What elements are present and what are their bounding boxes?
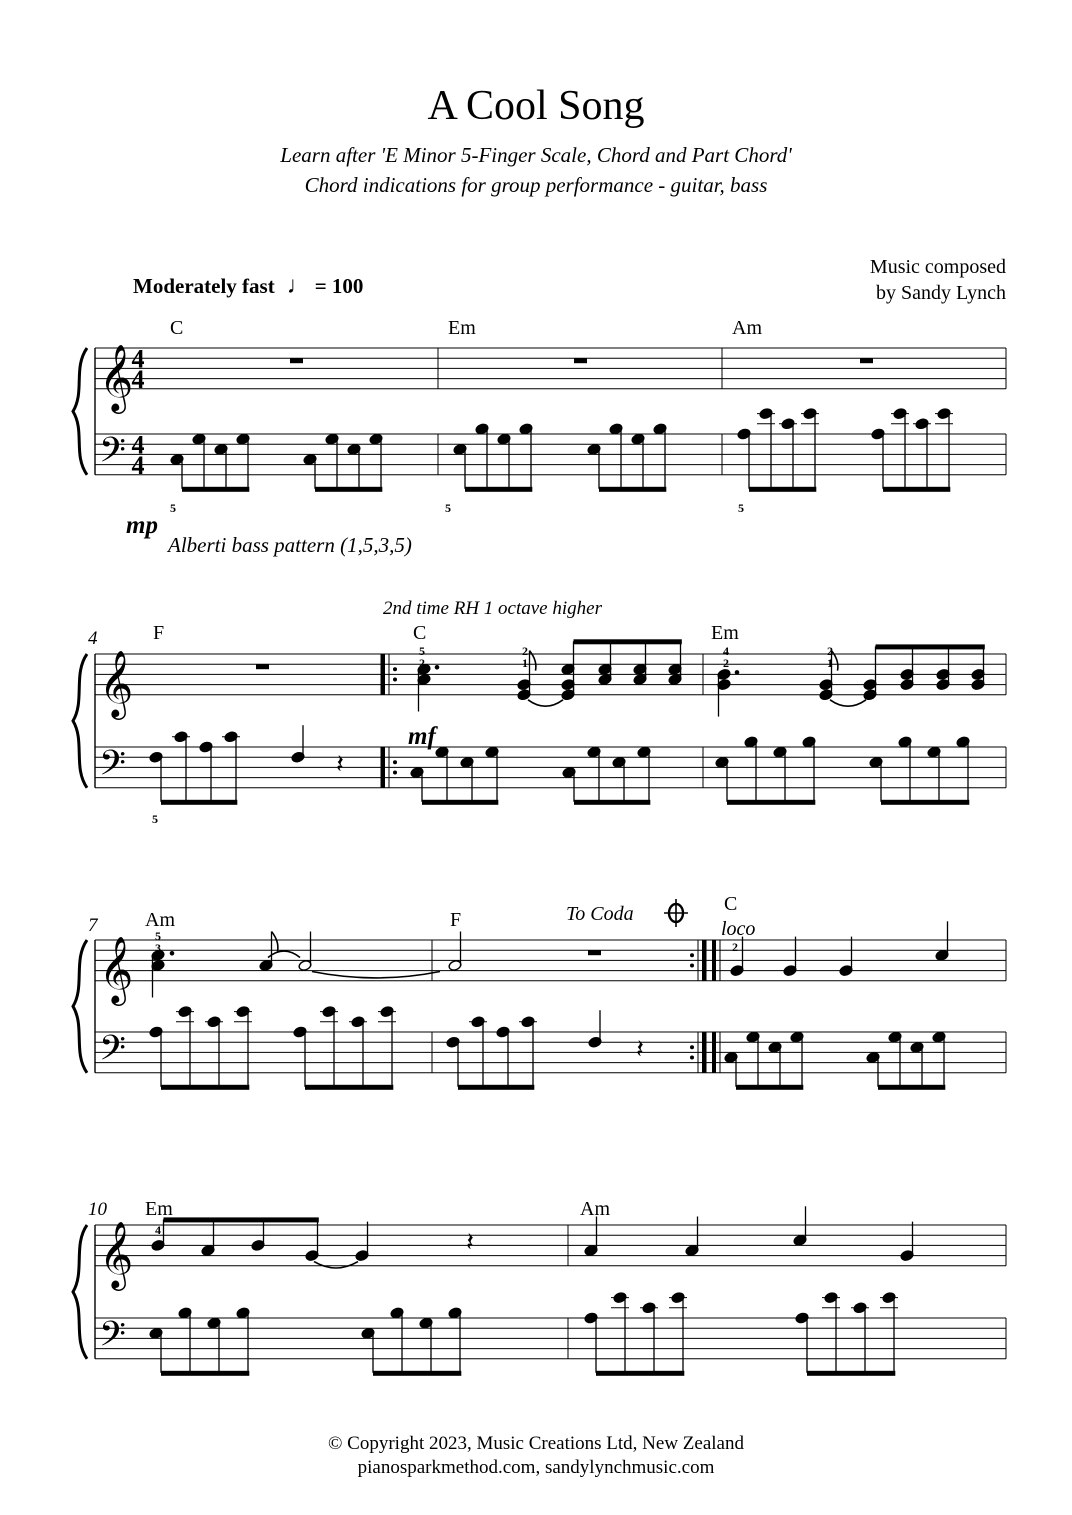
quarter-rest: 𝄽 (336, 749, 344, 779)
measure-number: 7 (88, 915, 98, 936)
chord-symbol-am: Am (145, 909, 175, 931)
tempo-text: Moderately fast (133, 274, 275, 298)
time-signature-top: 4 (131, 344, 145, 374)
quarter-rest: 𝄽 (636, 1034, 644, 1064)
repeat-dot (393, 678, 397, 682)
subtitle-learn-after: Learn after 'E Minor 5-Finger Scale, Chord and Part Chord' (280, 143, 792, 167)
whole-rest (256, 664, 269, 669)
beam (736, 1085, 803, 1090)
fingering: 5 (738, 501, 744, 515)
fingering: 2 (522, 644, 528, 658)
brace (73, 348, 87, 475)
tie (830, 700, 866, 706)
brace (73, 654, 87, 788)
bass-clef-icon: 𝄢 (99, 1030, 127, 1077)
chord-symbol-am: Am (732, 317, 762, 339)
chord-symbol-f: F (153, 622, 165, 644)
alberti-annotation: Alberti bass pattern (1,5,3,5) (168, 533, 412, 557)
fingering: 2 (732, 940, 738, 954)
tie (314, 1262, 358, 1268)
brace (73, 1225, 87, 1359)
repeat-dot (393, 771, 397, 775)
beam (807, 1371, 895, 1376)
brace (73, 940, 87, 1073)
dynamic-mf: mf (408, 723, 436, 750)
treble-clef-icon: 𝄞 (99, 1221, 134, 1287)
tie (528, 700, 563, 706)
chord-symbol-em: Em (145, 1198, 173, 1220)
treble-clef-icon: 𝄞 (99, 650, 134, 716)
beam (599, 487, 666, 492)
copyright-line: © Copyright 2023, Music Creations Ltd, New Zealand (327, 1433, 744, 1454)
beam (574, 639, 682, 644)
measure-number: 4 (88, 628, 98, 649)
beam (161, 1371, 249, 1376)
flag (272, 932, 278, 952)
treble-clef-icon: 𝄞 (99, 344, 134, 410)
fingering: 4 (155, 1223, 161, 1237)
dynamic-mp: mp (126, 512, 158, 539)
loco-annotation: loco (721, 918, 756, 940)
song-title: A Cool Song (427, 83, 645, 129)
double-barline (712, 1032, 716, 1073)
beam (727, 800, 815, 805)
augmentation-dot (435, 665, 440, 670)
chord-symbol-c: C (724, 893, 738, 915)
to-coda-annotation: To Coda (566, 903, 634, 925)
tie (312, 972, 440, 978)
whole-rest (588, 950, 601, 955)
subtitle-chord-indications: Chord indications for group performance - guitar, bass (304, 173, 768, 197)
beam (881, 800, 969, 805)
repeat-thick-bar (702, 1032, 706, 1073)
beam (161, 800, 237, 805)
fingering: 2 (723, 656, 729, 670)
beam (458, 1085, 534, 1090)
chord-symbol-em: Em (711, 622, 739, 644)
fingering: 4 (723, 644, 729, 658)
beam (878, 1085, 945, 1090)
fingering: 5 (155, 929, 161, 943)
whole-rest (860, 358, 873, 363)
time-signature-bottom: 4 (131, 450, 145, 480)
beam (305, 1085, 393, 1090)
fingering: 1 (827, 656, 833, 670)
beam (164, 1217, 319, 1222)
repeat-dot (393, 667, 397, 671)
repeat-dot (690, 953, 694, 957)
fingering: 3 (155, 941, 161, 955)
chord-symbol-f: F (450, 909, 462, 931)
beam (161, 1085, 249, 1090)
chord-symbol-em: Em (448, 317, 476, 339)
quarter-rest: 𝄽 (466, 1227, 474, 1257)
fingering: 5 (445, 501, 451, 515)
quarter-note-icon: ♩ (286, 273, 311, 299)
tempo-value: = 100 (314, 274, 364, 298)
beam (315, 487, 382, 492)
composer-line-1: Music composed (869, 256, 1006, 278)
augmentation-dot (170, 951, 175, 956)
tie (268, 951, 300, 957)
chord-symbol-c: C (413, 622, 427, 644)
bass-clef-icon: 𝄢 (99, 1316, 127, 1363)
composer-line-2: by Sandy Lynch (876, 282, 1006, 304)
repeat-dot (690, 1045, 694, 1049)
time-signature-bottom: 4 (131, 364, 145, 394)
bass-clef-icon: 𝄢 (99, 745, 127, 792)
repeat-thick-bar (702, 940, 706, 981)
fingering: 5 (170, 501, 176, 515)
repeat-dot (393, 760, 397, 764)
beam (574, 800, 650, 805)
fingering: 5 (152, 812, 158, 826)
chord-symbol-c: C (170, 317, 184, 339)
website-line: pianosparkmethod.com, sandylynchmusic.com (357, 1457, 715, 1478)
chord-symbol-am: Am (580, 1198, 610, 1220)
beam (876, 644, 985, 649)
fingering: 5 (419, 644, 425, 658)
treble-clef-icon: 𝄞 (99, 936, 134, 1002)
beam (373, 1371, 461, 1376)
octave-annotation: 2nd time RH 1 octave higher (383, 598, 602, 619)
beam (596, 1371, 684, 1376)
repeat-dot (690, 1056, 694, 1060)
beam (749, 487, 816, 492)
augmentation-dot (735, 670, 740, 675)
fingering: 2 (827, 644, 833, 658)
whole-rest (574, 358, 587, 363)
bass-clef-icon: 𝄢 (99, 432, 127, 479)
time-signature-top: 4 (131, 430, 145, 460)
beam (883, 487, 950, 492)
whole-rest (290, 358, 303, 363)
fingering: 2 (419, 656, 425, 670)
copyright-footer (0, 1432, 1072, 1480)
repeat-thick-bar (381, 747, 385, 788)
measure-number: 10 (88, 1199, 107, 1220)
beam (422, 800, 498, 805)
beam (182, 487, 249, 492)
double-barline (712, 940, 716, 981)
beam (465, 487, 532, 492)
repeat-thick-bar (381, 654, 385, 695)
repeat-dot (690, 964, 694, 968)
fingering: 1 (522, 656, 528, 670)
